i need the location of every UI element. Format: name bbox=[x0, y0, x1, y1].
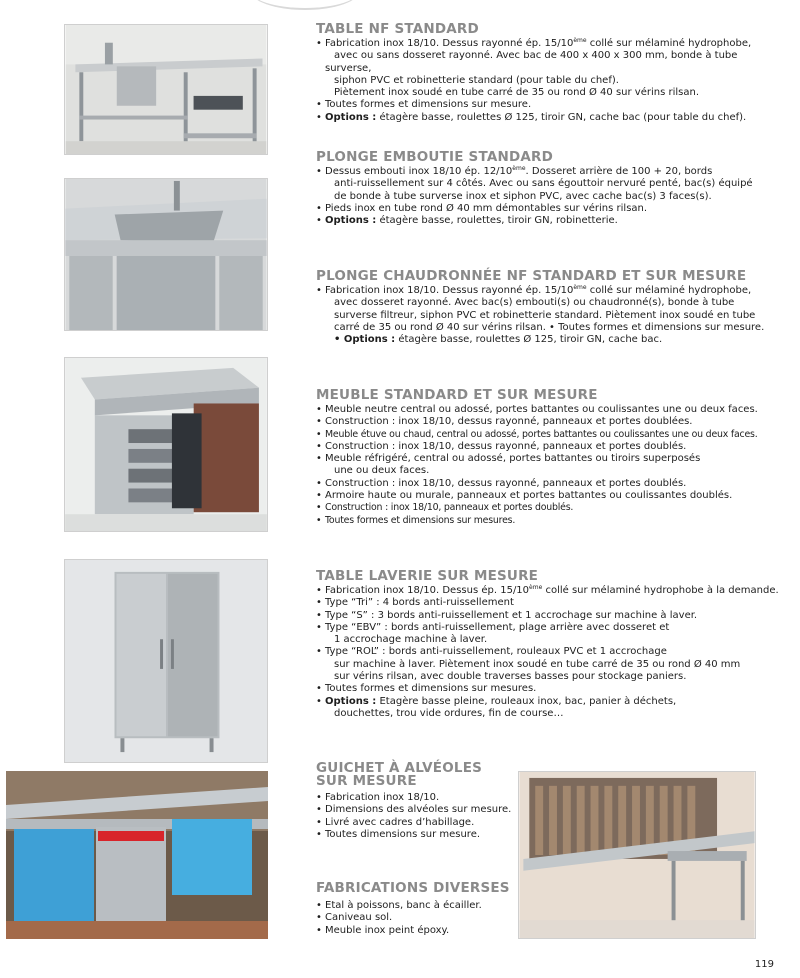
list-item: • Fabrication inox 18/10. Dessus rayonné ép. 15/10ème collé sur mélaminé hydrophobe, bbox=[316, 38, 786, 50]
list-item: Piètement inox soudé en tube carré de 35 ou rond Ø 40 sur vérins rilsan. bbox=[334, 87, 699, 99]
list-item: avec ou sans dosseret rayonné. Avec bac de 400 x 400 x 300 mm, bonde à tube surverse, bbox=[325, 50, 738, 74]
section-plonge-chaudronnee bbox=[316, 269, 786, 346]
photo-laverie bbox=[6, 771, 268, 939]
photo-meuble bbox=[64, 357, 268, 532]
list-item: • Fabrication inox 18/10. Dessus ép. 15/10ème collé sur mélaminé hydrophobe à la demande. bbox=[316, 585, 786, 597]
list-item: • Toutes formes et dimensions sur mesures. bbox=[316, 683, 786, 695]
list-item: • Meuble réfrigéré, central ou adossé, portes battantes ou tiroirs superposés bbox=[316, 453, 786, 465]
list-item: • Type “ROL” : bords anti-ruissellement, rouleaux PVC et 1 accrochage bbox=[316, 646, 786, 658]
list-item: • Armoire haute ou murale, panneaux et portes battantes ou coulissantes doublés. bbox=[316, 490, 786, 502]
list-item: • Meuble inox peint époxy. bbox=[316, 925, 512, 937]
list-item: • Fabrication inox 18/10. bbox=[316, 792, 512, 804]
list-item: • Construction : inox 18/10, dessus rayonné, panneaux et portes doublés. bbox=[316, 478, 786, 490]
list-item: • Dessus embouti inox 18/10 ép. 12/10ème. Dosseret arrière de 100 + 20, bords bbox=[316, 166, 786, 178]
list-item: • Toutes formes et dimensions sur mesure. bbox=[316, 99, 786, 111]
section-plonge-emboutie bbox=[316, 150, 786, 227]
section-guichet bbox=[316, 762, 512, 841]
section-table-nf bbox=[316, 22, 786, 124]
list-item: • Type “Tri” : 4 bords anti-ruissellement bbox=[316, 597, 786, 609]
list-item: • Type “S” : 3 bords anti-ruissellement et 1 accrochage sur machine à laver. bbox=[316, 610, 786, 622]
list-item: • Dimensions des alvéoles sur mesure. bbox=[316, 804, 512, 816]
section-title: PLONGE CHAUDRONNÉE NF STANDARD ET SUR MESURE bbox=[316, 268, 747, 284]
section-title: TABLE LAVERIE SUR MESURE bbox=[316, 568, 539, 584]
list-item: • Toutes formes et dimensions sur mesures. bbox=[316, 515, 786, 527]
list-item: une ou deux faces. bbox=[334, 465, 430, 477]
list-item: anti-ruissellement sur 4 côtés. Avec ou sans égouttoir nervuré penté, bac(s) équipé bbox=[334, 178, 753, 190]
list-item: avec dosseret rayonné. Avec bac(s) embouti(s) ou chaudronné(s), bonde à tube bbox=[334, 297, 735, 309]
section-meuble bbox=[316, 388, 786, 527]
list-item: • Options : étagère basse, roulettes Ø 125, tiroir GN, cache bac (pour table du chef). bbox=[316, 112, 786, 124]
list-item: • Construction : inox 18/10, dessus rayonné, panneaux et portes doublés. bbox=[316, 441, 786, 453]
list-item: • Meuble étuve ou chaud, central ou adossé, portes battantes ou coulissantes une ou deux faces. bbox=[316, 429, 786, 441]
section-title: MEUBLE STANDARD ET SUR MESURE bbox=[316, 387, 598, 403]
list-item: • Livré avec cadres d’habillage. bbox=[316, 817, 512, 829]
list-item: • Options : étagère basse, roulettes Ø 125, tiroir GN, cache bac. bbox=[334, 334, 663, 346]
list-item: • Construction : inox 18/10, panneaux et portes doublés. bbox=[316, 502, 786, 514]
list-item: • Toutes dimensions sur mesure. bbox=[316, 829, 512, 841]
list-item: • Type “EBV” : bords anti-ruissellement, plage arrière avec dosseret et bbox=[316, 622, 786, 634]
list-item: • Meuble neutre central ou adossé, portes battantes ou coulissantes une ou deux faces. bbox=[316, 404, 786, 416]
list-item: de bonde à tube surverse inox et siphon PVC, avec cache bac(s) 3 faces(s). bbox=[334, 190, 712, 202]
page-number: 119 bbox=[754, 959, 774, 970]
list-item: • Construction : inox 18/10, dessus rayonné, panneaux et portes doublées. bbox=[316, 416, 786, 428]
photo-guichet bbox=[518, 771, 756, 939]
section-laverie bbox=[316, 569, 786, 720]
list-item: douchettes, trou vide ordures, fin de course… bbox=[334, 707, 564, 719]
section-title: FABRICATIONS DIVERSES bbox=[316, 880, 510, 896]
photo-armoire bbox=[64, 559, 268, 763]
list-item: 1 accrochage machine à laver. bbox=[334, 634, 488, 646]
list-item: surverse filtreur, siphon PVC et robinetterie standard. Piètement inox soudé en tube bbox=[334, 309, 756, 321]
photo-plonge-emboutie bbox=[64, 178, 268, 331]
decorative-arc bbox=[250, 0, 360, 10]
list-item: siphon PVC et robinetterie standard (pour table du chef). bbox=[334, 74, 619, 86]
list-item: sur vérins rilsan, avec double traverses basses pour stockage paniers. bbox=[334, 671, 687, 683]
list-item: • Caniveau sol. bbox=[316, 912, 512, 924]
list-item: • Options : Etagère basse pleine, rouleaux inox, bac, panier à déchets, bbox=[316, 696, 786, 708]
list-item: sur machine à laver. Piètement inox soudé en tube carré de 35 ou rond Ø 40 mm bbox=[334, 658, 741, 670]
list-item: • Fabrication inox 18/10. Dessus rayonné ép. 15/10ème collé sur mélaminé hydrophobe, bbox=[316, 285, 786, 297]
section-title: PLONGE EMBOUTIE STANDARD bbox=[316, 149, 554, 165]
photo-table-nf bbox=[64, 24, 268, 155]
list-item: • Etal à poissons, banc à écailler. bbox=[316, 900, 512, 912]
list-item: • Pieds inox en tube rond Ø 40 mm démontables sur vérins rilsan. bbox=[316, 203, 786, 215]
list-item: carré de 35 ou rond Ø 40 sur vérins rilsan. • Toutes formes et dimensions sur mesure. bbox=[334, 321, 765, 333]
section-title: TABLE NF STANDARD bbox=[316, 21, 479, 37]
section-title: GUICHET À ALVÉOLES SUR MESURE bbox=[316, 760, 483, 789]
list-item: • Options : étagère basse, roulettes, tiroir GN, robinetterie. bbox=[316, 215, 786, 227]
section-diverses bbox=[316, 881, 512, 937]
